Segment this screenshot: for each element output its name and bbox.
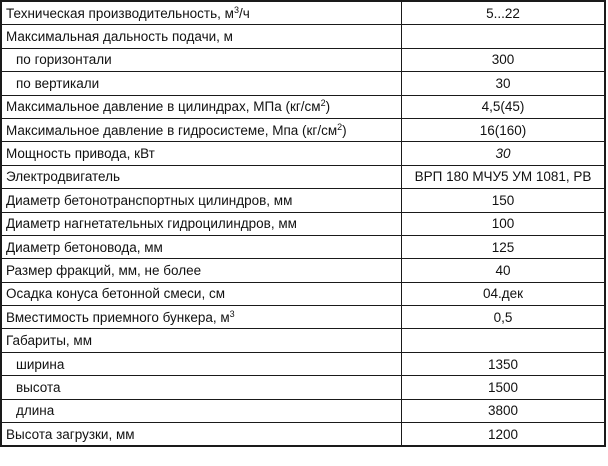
parameter-value: 125 (491, 239, 515, 255)
parameter-cell (1, 165, 402, 188)
value-cell (402, 95, 606, 118)
parameter-label: Диаметр нагнетательных гидроцилиндров, мм (6, 216, 297, 232)
value-cell (402, 329, 606, 352)
parameter-cell (1, 235, 402, 258)
value-cell (402, 189, 606, 212)
parameter-value: 5...22 (486, 5, 520, 21)
value-cell (402, 423, 606, 447)
table-row (1, 25, 605, 48)
parameter-label: по горизонтали (16, 52, 112, 68)
unit-exponent: 2 (320, 98, 326, 109)
parameter-cell (1, 95, 402, 118)
value-cell (402, 212, 606, 235)
value-cell (402, 1, 606, 25)
parameter-cell (1, 118, 402, 141)
parameter-label: Высота загрузки, мм (6, 426, 135, 442)
table-row (1, 72, 605, 95)
parameter-cell (1, 189, 402, 212)
parameter-cell (1, 142, 402, 165)
parameter-value: 04.дек (482, 286, 524, 302)
parameter-value: 3800 (487, 403, 519, 419)
parameter-label: Электродвигатель (6, 169, 121, 185)
parameter-value: ВРП 180 МЧУ5 УМ 1081, РВ (414, 169, 592, 185)
unit-exponent: 2 (337, 121, 343, 132)
table-row (1, 142, 605, 165)
parameter-label: Максимальное давление в цилиндрах, МПа (кг/см (6, 99, 321, 115)
parameter-cell (1, 352, 402, 375)
parameter-label: Вместимость приемного бункера, м (6, 309, 230, 325)
parameter-label: высота (16, 379, 61, 395)
parameter-value: 4,5(45) (481, 99, 525, 115)
parameter-label: Максимальная дальность подачи, м (6, 29, 233, 45)
table-row (1, 306, 605, 329)
parameter-label: длина (16, 403, 55, 419)
value-cell (402, 352, 606, 375)
parameter-value: 1500 (487, 379, 519, 395)
parameter-label: Максимальное давление в гидросистеме, Мпа (кг/см (6, 122, 338, 138)
table-row (1, 282, 605, 305)
parameter-cell (1, 329, 402, 352)
parameter-label: Мощность привода, кВт (6, 146, 155, 162)
table-row (1, 235, 605, 258)
parameter-cell (1, 399, 402, 422)
table-row (1, 399, 605, 422)
parameter-value: 16(160) (479, 122, 527, 138)
value-cell (402, 48, 606, 71)
parameter-value: 30 (495, 75, 511, 91)
parameter-value: 1350 (487, 356, 519, 372)
unit-exponent: 3 (229, 308, 235, 319)
parameter-value: 150 (491, 192, 515, 208)
parameter-value: 40 (495, 262, 511, 278)
parameter-cell (1, 259, 402, 282)
table-row (1, 1, 605, 25)
table-row (1, 165, 605, 188)
parameter-cell (1, 25, 402, 48)
specifications-table-body (1, 1, 605, 446)
value-cell (402, 259, 606, 282)
parameter-label: Размер фракций, мм, не более (6, 262, 202, 278)
value-cell (402, 306, 606, 329)
parameter-cell (1, 282, 402, 305)
value-cell (402, 399, 606, 422)
unit-exponent: 3 (233, 4, 239, 15)
value-cell (402, 118, 606, 141)
parameter-value: 0,5 (493, 309, 513, 325)
parameter-value: 100 (491, 216, 515, 232)
parameter-cell (1, 48, 402, 71)
table-row (1, 329, 605, 352)
parameter-label-tail: ) (325, 99, 331, 115)
parameter-cell (1, 376, 402, 399)
parameter-cell (1, 423, 402, 447)
value-cell (402, 72, 606, 95)
parameter-cell (1, 1, 402, 25)
table-row (1, 95, 605, 118)
parameter-label: Габариты, мм (6, 333, 92, 349)
parameter-value: 300 (491, 52, 515, 68)
value-cell (402, 142, 606, 165)
value-cell (402, 165, 606, 188)
table-row (1, 423, 605, 447)
table-row (1, 259, 605, 282)
table-row (1, 352, 605, 375)
table-row (1, 118, 605, 141)
table-row (1, 48, 605, 71)
parameter-label: Диаметр бетоновода, мм (6, 239, 163, 255)
table-row (1, 212, 605, 235)
parameter-cell (1, 72, 402, 95)
parameter-cell (1, 212, 402, 235)
parameter-label-tail: ) (342, 122, 347, 138)
value-cell (402, 235, 606, 258)
parameter-label: Техническая производительность, м (6, 5, 234, 21)
parameter-value: 1200 (487, 426, 519, 442)
parameter-value: 30 (495, 146, 511, 162)
parameter-label: Диаметр бетонотранспортных цилиндров, мм (6, 192, 293, 208)
table-row (1, 376, 605, 399)
parameter-label-tail: /ч (238, 5, 250, 21)
value-cell (402, 25, 606, 48)
parameter-cell (1, 306, 402, 329)
parameter-label: по вертикали (16, 75, 100, 91)
value-cell (402, 376, 606, 399)
parameter-label: ширина (16, 356, 65, 372)
table-row (1, 189, 605, 212)
parameter-label: Осадка конуса бетонной смеси, см (6, 286, 225, 302)
value-cell (402, 282, 606, 305)
